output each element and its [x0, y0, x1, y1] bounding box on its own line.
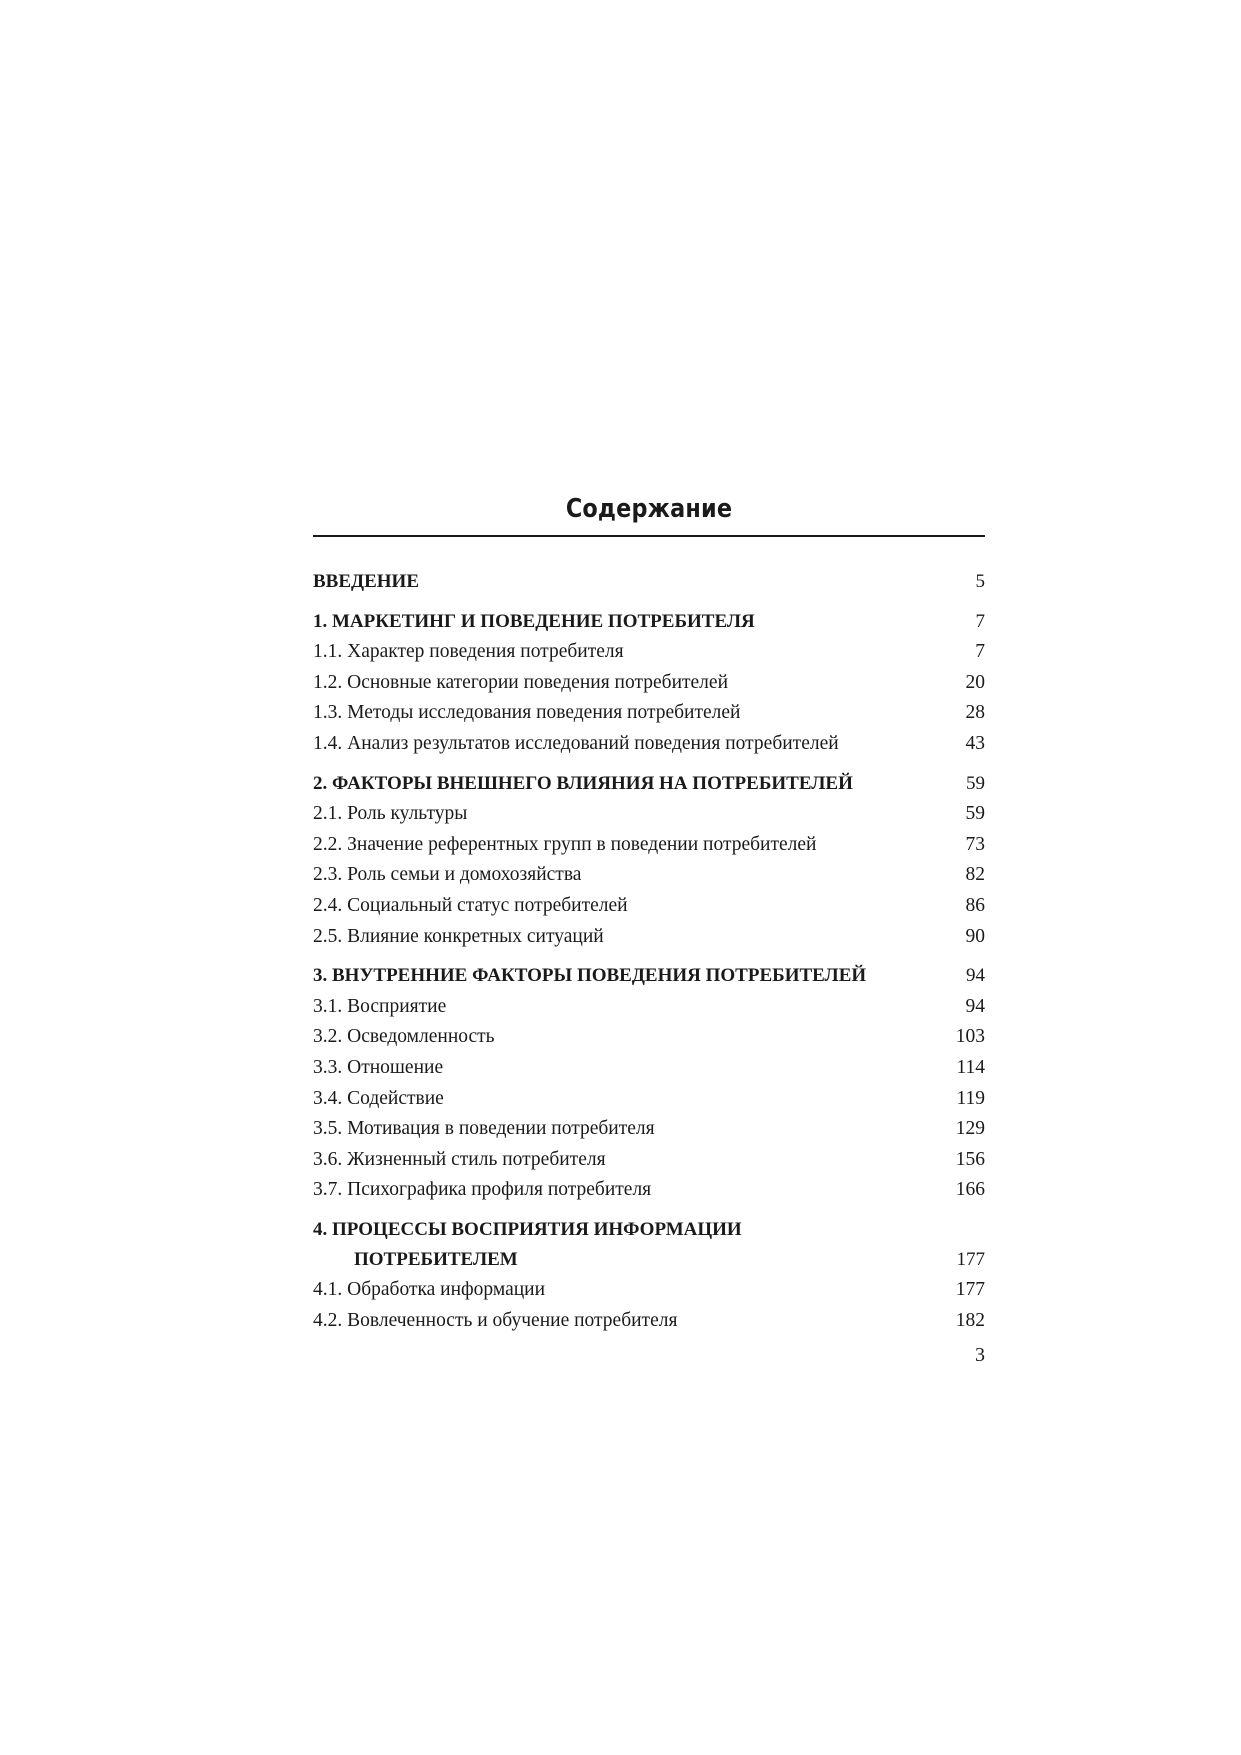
toc-entry-label: 1.2. Основные категории поведения потребителей — [313, 671, 729, 693]
toc-section-entry[interactable] — [313, 996, 985, 1027]
toc-entry-page-number: 28 — [965, 702, 985, 724]
title-rule — [313, 535, 985, 537]
toc-section-entry[interactable] — [313, 641, 985, 672]
toc-entry-label: 2.1. Роль культуры — [313, 803, 468, 825]
table-of-contents — [313, 571, 985, 1341]
toc-entry-label: 2. ФАКТОРЫ ВНЕШНЕГО ВЛИЯНИЯ НА ПОТРЕБИТЕЛЕЙ — [313, 772, 853, 794]
toc-section-entry[interactable] — [313, 1279, 985, 1310]
toc-section-entry[interactable] — [313, 1057, 985, 1088]
toc-entry-page-number: 5 — [975, 571, 985, 592]
toc-entry-page-number: 94 — [966, 965, 985, 987]
toc-entry-page-number: 82 — [965, 864, 985, 886]
toc-entry-label: 3.4. Содействие — [313, 1087, 444, 1109]
toc-section-entry[interactable] — [313, 1026, 985, 1057]
toc-section-entry[interactable] — [313, 672, 985, 703]
toc-section-entry[interactable] — [313, 702, 985, 733]
toc-section-entry[interactable] — [313, 926, 985, 957]
toc-chapter-title-line: 4. ПРОЦЕССЫ ВОСПРИЯТИЯ ИНФОРМАЦИИ — [313, 1218, 742, 1240]
toc-entry-page-number: 94 — [965, 995, 985, 1017]
toc-entry-page-number: 156 — [955, 1148, 985, 1170]
toc-entry-page-number: 177 — [956, 1248, 985, 1270]
toc-entry-label: ПОТРЕБИТЕЛЕМ — [354, 1248, 518, 1270]
toc-chapter-entry[interactable] — [313, 773, 985, 804]
toc-entry-label: 4.1. Обработка информации — [313, 1279, 546, 1301]
toc-entry-label: 3.2. Осведомленность — [313, 1026, 495, 1048]
toc-entry-page-number: 166 — [955, 1179, 985, 1201]
toc-chapter-entry[interactable] — [313, 1249, 985, 1280]
toc-entry-page-number: 182 — [955, 1310, 985, 1332]
toc-entry-label: 3.6. Жизненный стиль потребителя — [313, 1148, 606, 1170]
toc-section-entry[interactable] — [313, 1088, 985, 1119]
toc-entry-page-number: 20 — [965, 671, 985, 693]
toc-section-entry[interactable] — [313, 1149, 985, 1180]
toc-entry-label: ВВЕДЕНИЕ — [313, 571, 419, 592]
toc-entry-page-number: 59 — [966, 772, 985, 794]
toc-section-entry[interactable] — [313, 1179, 985, 1210]
toc-entry-label: 1.3. Методы исследования поведения потребителей — [313, 702, 741, 724]
toc-entry-label: 3.3. Отношение — [313, 1056, 444, 1078]
toc-chapter-entry[interactable] — [313, 611, 985, 642]
toc-entry-label: 2.4. Социальный статус потребителей — [313, 894, 628, 916]
toc-section-entry[interactable] — [313, 864, 985, 895]
toc-entry-page-number: 59 — [965, 803, 985, 825]
toc-entry-page-number: 43 — [965, 732, 985, 754]
page-number: 3 — [975, 1344, 985, 1366]
toc-entry-page-number: 114 — [956, 1056, 985, 1078]
page-title: Содержание — [565, 494, 733, 524]
toc-entry-page-number: 73 — [965, 833, 985, 855]
toc-entry-page-number: 129 — [955, 1118, 985, 1140]
toc-section-entry[interactable] — [313, 1118, 985, 1149]
toc-chapter-entry[interactable] — [313, 571, 985, 602]
toc-entry-label: 1. МАРКЕТИНГ И ПОВЕДЕНИЕ ПОТРЕБИТЕЛЯ — [313, 610, 755, 632]
toc-entry-label: 2.2. Значение референтных групп в поведении потребителей — [313, 833, 817, 855]
toc-entry-page-number: 103 — [955, 1026, 985, 1048]
toc-section-entry[interactable] — [313, 834, 985, 865]
toc-entry-page-number: 7 — [975, 641, 985, 663]
toc-entry-page-number: 119 — [956, 1087, 985, 1109]
toc-entry-label: 2.3. Роль семьи и домохозяйства — [313, 864, 582, 886]
toc-section-entry[interactable] — [313, 1310, 985, 1341]
toc-entry-label: 3. ВНУТРЕННИЕ ФАКТОРЫ ПОВЕДЕНИЯ ПОТРЕБИТЕЛЕЙ — [313, 965, 867, 987]
toc-entry-page-number: 90 — [965, 925, 985, 947]
toc-entry-label: 3.5. Мотивация в поведении потребителя — [313, 1118, 655, 1140]
toc-section-entry[interactable] — [313, 803, 985, 834]
toc-entry-label: 3.7. Психографика профиля потребителя — [313, 1179, 652, 1201]
toc-chapter-entry[interactable] — [313, 965, 985, 996]
toc-entry-label: 2.5. Влияние конкретных ситуаций — [313, 925, 604, 947]
toc-entry-label: 1.1. Характер поведения потребителя — [313, 641, 624, 663]
toc-entry-page-number: 7 — [975, 610, 985, 632]
toc-entry-label: 3.1. Восприятие — [313, 995, 447, 1017]
toc-entry-label: 4.2. Вовлеченность и обучение потребителя — [313, 1310, 678, 1332]
toc-section-entry[interactable] — [313, 733, 985, 764]
toc-entry-page-number: 177 — [955, 1279, 985, 1301]
toc-entry-page-number: 86 — [965, 894, 985, 916]
toc-entry-label: 1.4. Анализ результатов исследований поведения потребителей — [313, 732, 839, 754]
toc-section-entry[interactable] — [313, 895, 985, 926]
